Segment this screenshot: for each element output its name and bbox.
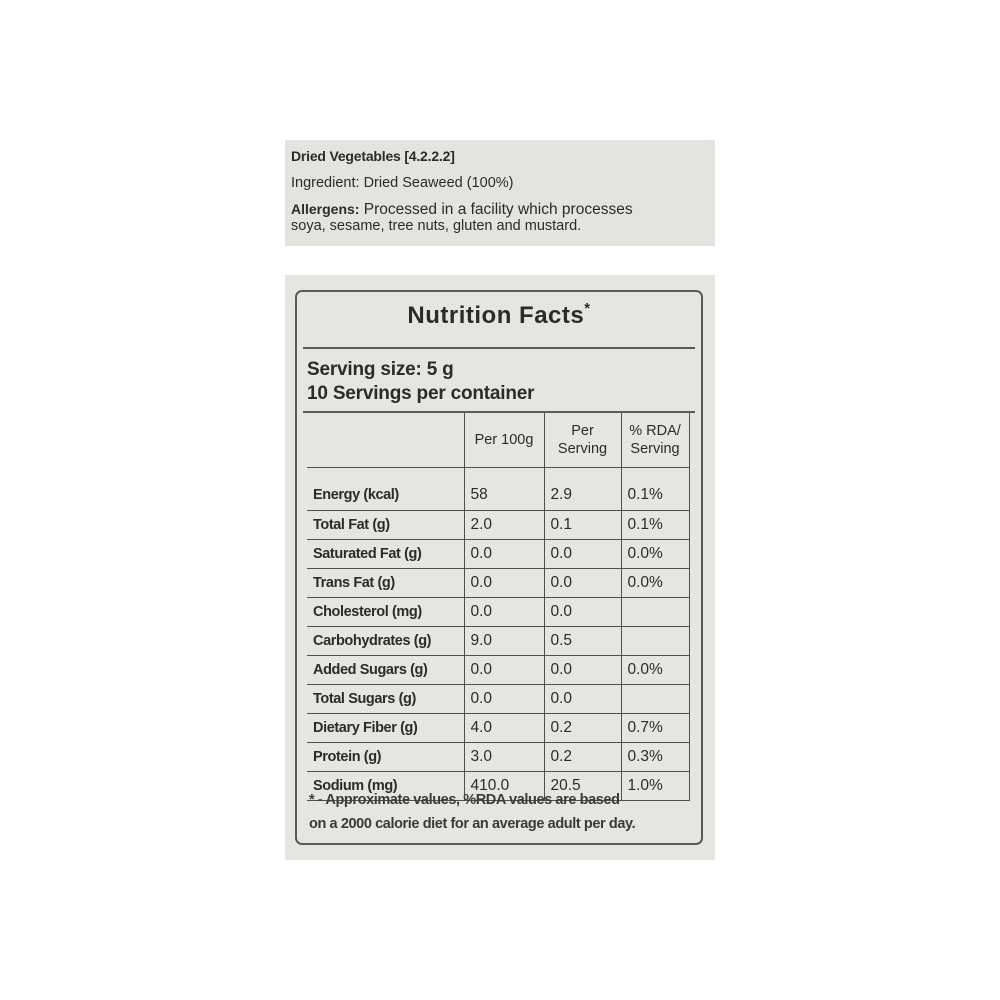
rda-value: 0.7% (621, 713, 689, 742)
per-100g-value: 4.0 (464, 713, 544, 742)
ingredient-text: Dried Seaweed (100%) (363, 175, 514, 191)
title-divider (303, 347, 695, 349)
nutrient-name: Trans Fat (g) (307, 568, 464, 597)
serving-info (307, 358, 534, 406)
table-row (307, 684, 689, 713)
allergens-text: Processed in a facility which processes (363, 201, 633, 218)
nutrient-name: Added Sugars (g) (307, 655, 464, 684)
per-100g-value: 0.0 (464, 539, 544, 568)
header-per-100g: Per 100g (464, 413, 544, 467)
footnote-line1: * - Approximate values, %RDA values are based (309, 792, 620, 808)
nutrient-name: Saturated Fat (g) (307, 539, 464, 568)
per-serving-value: 0.2 (544, 742, 621, 771)
rda-value: 0.1% (621, 481, 689, 510)
table-row (307, 742, 689, 771)
rda-value: 0.0% (621, 655, 689, 684)
nutrition-facts-title (297, 302, 701, 330)
header-per-serving-line2: Serving (557, 440, 608, 457)
rda-value (621, 684, 689, 713)
rda-value (621, 626, 689, 655)
per-100g-value: 3.0 (464, 742, 544, 771)
nutrient-name: Dietary Fiber (g) (307, 713, 464, 742)
allergens-label: Allergens: (291, 201, 360, 217)
ingredient-label: Ingredient: (291, 175, 360, 191)
header-rda (621, 413, 689, 467)
nutrition-facts-box (295, 290, 703, 845)
per-serving-value: 2.9 (544, 481, 621, 510)
per-100g-value: 0.0 (464, 655, 544, 684)
per-100g-value: 9.0 (464, 626, 544, 655)
header-blank (307, 413, 464, 467)
per-serving-value: 0.0 (544, 568, 621, 597)
nutrient-name: Carbohydrates (g) (307, 626, 464, 655)
table-row (307, 481, 689, 510)
per-serving-value: 0.0 (544, 655, 621, 684)
nutrient-name: Cholesterol (mg) (307, 597, 464, 626)
servings-per-container: 10 Servings per container (307, 383, 535, 404)
per-serving-value: 0.5 (544, 626, 621, 655)
per-100g-value: 0.0 (464, 684, 544, 713)
header-rda-line2: Serving (630, 440, 680, 457)
rda-value (621, 597, 689, 626)
table-row (307, 655, 689, 684)
per-serving-value: 0.0 (544, 684, 621, 713)
header-rda-line1: % RDA/ (629, 422, 681, 439)
per-serving-value: 0.1 (544, 510, 621, 539)
per-100g-value: 58 (464, 481, 544, 510)
nutrient-name: Total Sugars (g) (307, 684, 464, 713)
per-serving-value: 0.0 (544, 597, 621, 626)
table-row (307, 510, 689, 539)
serving-size: Serving size: 5 g (307, 359, 454, 380)
ingredient-label-panel (285, 140, 715, 246)
table-row (307, 713, 689, 742)
table-row (307, 568, 689, 597)
rda-value: 0.3% (621, 742, 689, 771)
nutrient-name: Energy (kcal) (307, 481, 464, 510)
per-serving-value: 0.2 (544, 713, 621, 742)
header-gap-row (307, 467, 689, 481)
header-per-serving (544, 413, 621, 467)
per-100g-value: 410.0 (464, 771, 544, 800)
nutrient-name: Protein (g) (307, 742, 464, 771)
per-serving-value: 20.5 (544, 771, 621, 800)
rda-value: 0.0% (621, 568, 689, 597)
rda-value: 0.1% (621, 510, 689, 539)
rda-value: 0.0% (621, 539, 689, 568)
nutrition-facts-panel (285, 275, 715, 860)
per-serving-value: 0.0 (544, 539, 621, 568)
header-per-serving-line1: Per (571, 422, 594, 439)
table-header-row (307, 413, 689, 467)
product-category-title: Dried Vegetables [4.2.2.2] (291, 148, 455, 164)
title-asterisk: * (584, 300, 591, 317)
per-100g-value: 0.0 (464, 568, 544, 597)
nutrition-table (307, 413, 690, 801)
ingredient-line (291, 174, 707, 193)
table-row (307, 539, 689, 568)
footnote-line2: on a 2000 calorie diet for an average adult per day. (309, 816, 636, 832)
allergens-text-continued: soya, sesame, tree nuts, gluten and mustard. (291, 218, 582, 234)
per-100g-value: 2.0 (464, 510, 544, 539)
table-row (307, 597, 689, 626)
nutrient-name: Sodium (mg) (307, 771, 464, 800)
footnote (309, 788, 635, 836)
nutrient-name: Total Fat (g) (307, 510, 464, 539)
allergens-line (291, 201, 707, 234)
nutrition-facts-title-text: Nutrition Facts (407, 302, 585, 329)
rda-value: 1.0% (621, 771, 689, 800)
table-row (307, 626, 689, 655)
per-100g-value: 0.0 (464, 597, 544, 626)
